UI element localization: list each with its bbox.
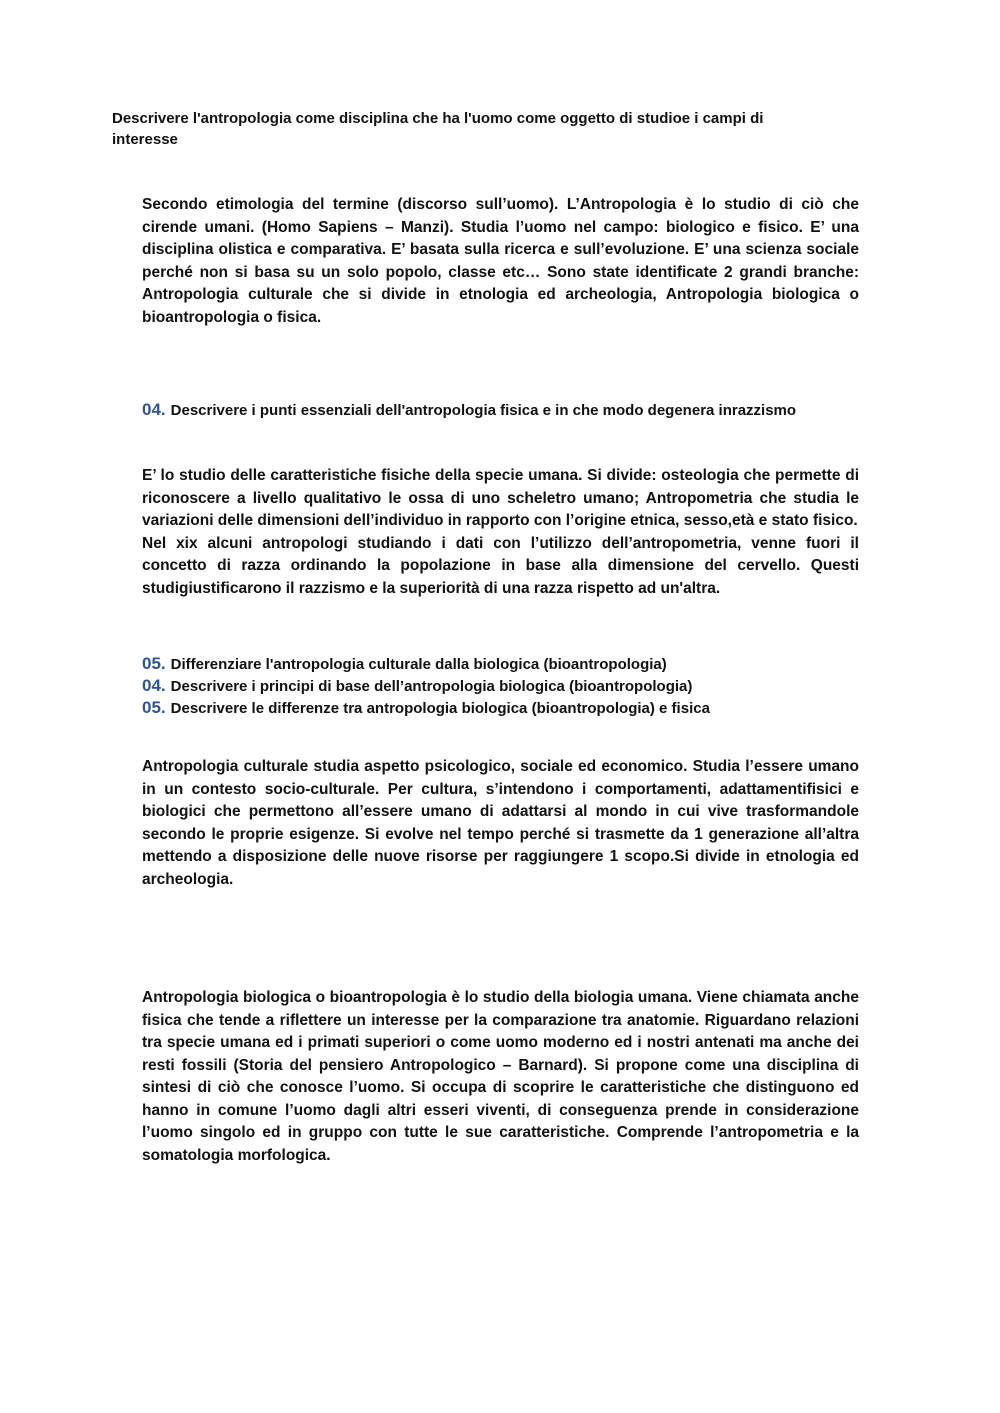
- paragraph-physical-definition: E’ lo studio delle caratteristiche fisiche della specie umana. Si divide: osteologia che permette di riconoscere a livello qualitativo le ossa di uno scheletro umano; Antropometria che studia le variazioni delle dimensioni dell’individuo in rapporto con l’origine etnica, sesso,età e stato fisico.: [142, 467, 859, 529]
- header-question: Descrivere l'antropologia come disciplina che ha l'uomo come oggetto di studioe i campi di interesse: [112, 110, 764, 148]
- question-text: Descrivere le differenze tra antropologia biologica (bioantropologia) e fisica: [170, 700, 710, 717]
- paragraph-racism: Nel xix alcuni antropologi studiando i dati con l’utilizzo dell’antropometria, venne fuori il concetto di razza ordinando la popolazione in base alla dimensione del cervello. Questi studigiustificarono il razzismo e la superiorità di una razza rispetto ad un'altra.: [142, 534, 859, 597]
- question-number: 04.: [142, 676, 166, 695]
- question-05-biological-vs-physical: [142, 697, 882, 719]
- question-number: 05.: [142, 698, 166, 717]
- question-04-physical: [142, 399, 882, 421]
- question-04-principles: [142, 675, 882, 697]
- question-text: Descrivere i principi di base dell’antropologia biologica (bioantropologia): [170, 678, 693, 695]
- paragraph-definition: Secondo etimologia del termine (discorso sull’uomo). L’Antropologia è lo studio di ciò che cirende umani. (Homo Sapiens – Manzi). Studia l’uomo nel campo: biologico e fisico. E’ una disciplina olistica e comparativa. E’ basata sulla ricerca e sull’evoluzione. E’ una scienza sociale perché non si basa su un solo popolo, classe etc… Sono state identificate 2 grandi branche: Antropologia culturale che si divide in etnologia ed archeologia, Antropologia biologica o bioantropologia o fisica.: [142, 196, 859, 326]
- paragraph-biological-anthropology: Antropologia biologica o bioantropologia è lo studio della biologia umana. Viene chiamata anche fisica che tende a riflettere un interesse per la comparazione tra anatomie. Riguardano relazioni tra specie umana ed i primati superiori o come uomo moderno ed i nostri antenati ma anche dei resti fossili (Storia del pensiero Antropologico – Barnard). Si propone come una disciplina di sintesi di ciò che conosce l’uomo. Si occupa di scoprire le caratteristiche che distinguono ed hanno in comune l’uomo dagli altri esseri viventi, di conseguenza prende in considerazione l’uomo singolo ed in gruppo con tutte le sue caratteristiche. Comprende l’antropometria e la somatologia morfologica.: [142, 989, 859, 1164]
- question-text: Differenziare l'antropologia culturale dalla biologica (bioantropologia): [170, 656, 667, 673]
- paragraph-cultural-anthropology: Antropologia culturale studia aspetto psicologico, sociale ed economico. Studia l’essere umano in un contesto socio-culturale. Per cultura, s’intendono i comportamenti, adattamentifisici e biologici che permettono all’essere umano di adattarsi al mondo in cui vive trasformandole secondo le proprie esigenze. Si evolve nel tempo perché si trasmette da 1 generazione all’altra mettendo a disposizione delle nuove risorse per raggiungere 1 scopo.Si divide in etnologia ed archeologia.: [142, 758, 859, 888]
- question-05-differences: [142, 653, 882, 675]
- question-number: 05.: [142, 654, 166, 673]
- question-number: 04.: [142, 400, 166, 419]
- paragraph-physical-anthropology: [142, 465, 859, 600]
- question-text: Descrivere i punti essenziali dell'antropologia fisica e in che modo degenera inrazzismo: [170, 402, 797, 419]
